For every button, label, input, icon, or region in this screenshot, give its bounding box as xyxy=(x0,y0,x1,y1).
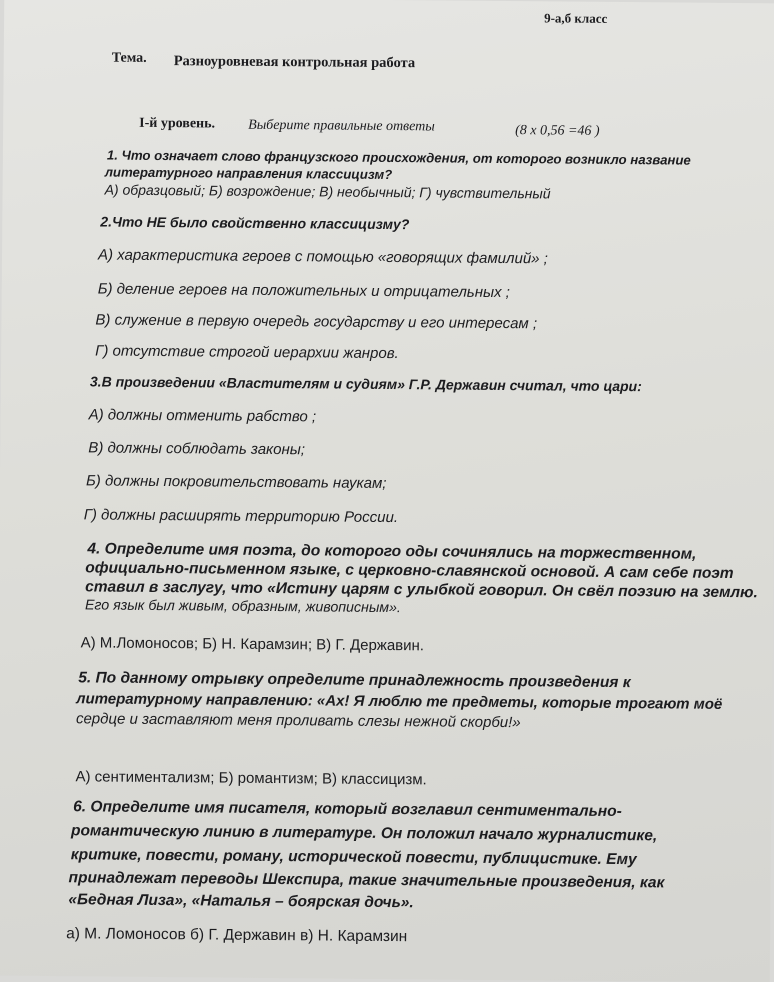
question-2-line-1: 2.Что НЕ было свойственно классицизму? xyxy=(100,213,410,233)
question-3-option-b: Б) должны покровительствовать наукам; xyxy=(85,472,387,492)
question-3-line-1: 3.В произведении «Властителям и судиям» Г.Р. Державин считал, что цари: xyxy=(89,373,642,395)
question-3-option-g: Г) должны расширять территорию России. xyxy=(83,506,399,527)
question-6-line-3: критике, повести, роману, исторической повести, публицистике. Ему xyxy=(70,846,637,869)
question-6-options: а) М. Ломоносов б) Г. Державин в) Н. Карамзин xyxy=(66,925,408,946)
topic-label: Тема. xyxy=(111,50,147,66)
level-instruction: Выберите правильные ответы xyxy=(248,117,435,135)
question-2-option-g: Г) отсутствие строгой иерархии жанров. xyxy=(95,342,399,363)
question-5-line-2: литературному направлению: «Ах! Я люблю те предметы, которые трогают моё xyxy=(76,690,723,713)
question-3-option-v: В) должны соблюдать законы; xyxy=(88,439,306,459)
question-3-option-a: А) должны отменить рабство ; xyxy=(88,406,317,426)
question-4-line-2: официально-письменном языке, с церковно-славянской основой. А сам себе поэт xyxy=(85,559,734,583)
question-6-line-5: «Бедная Лиза», «Наталья – боярская дочь». xyxy=(68,891,414,912)
question-4-line-3: ставил в заслугу, что «Истину царям с улыбкой говорил. Он свёл поэзию на землю. xyxy=(85,578,758,602)
question-1-line-1: 1. Что означает слово французского происхождения, от которого возникло название xyxy=(106,147,691,168)
question-4-options: А) М.Ломоносов; Б) Н. Карамзин; В) Г. Державин. xyxy=(80,634,425,655)
question-2-option-b: Б) деление героев на положительных и отрицательных ; xyxy=(97,280,510,302)
level-score: (8 х 0,56 =46 ) xyxy=(515,123,600,139)
class-label: 9-а,б класс xyxy=(544,10,608,26)
level-label: I-й уровень. xyxy=(139,115,216,132)
question-1-line-2: литературного направления классицизм? xyxy=(104,164,393,183)
question-2-option-v: В) служение в первую очередь государству и его интересам ; xyxy=(95,311,538,333)
question-4-line-1: 4. Определите имя поэта, до которого оды сочинялись на торжественном, xyxy=(87,540,697,563)
question-6-line-2: романтическую линию в литературе. Он положил начало журналистике, xyxy=(70,822,658,845)
question-5-line-1: 5. По данному отрывку определите принадлежность произведения к xyxy=(78,669,631,692)
question-1-options: А) образцовый; Б) возрождение; В) необычный; Г) чувствительный xyxy=(104,181,551,202)
question-4-line-4: Его язык был живым, образным, живописным». xyxy=(84,597,401,617)
question-6-line-4: принадлежат переводы Шекспира, такие значительные произведения, как xyxy=(68,869,665,892)
question-6-line-1: 6. Определите имя писателя, который возглавил сентиментально- xyxy=(73,798,622,821)
question-2-option-a: А) характеристика героев с помощью «говорящих фамилий» ; xyxy=(97,246,548,268)
question-5-options: А) сентиментализм; Б) романтизм; В) классицизм. xyxy=(75,768,427,789)
page-title: Разноуровневая контрольная работа xyxy=(173,53,416,72)
question-5-line-3: сердце и заставляют меня проливать слезы нежной скорби!» xyxy=(75,710,521,732)
